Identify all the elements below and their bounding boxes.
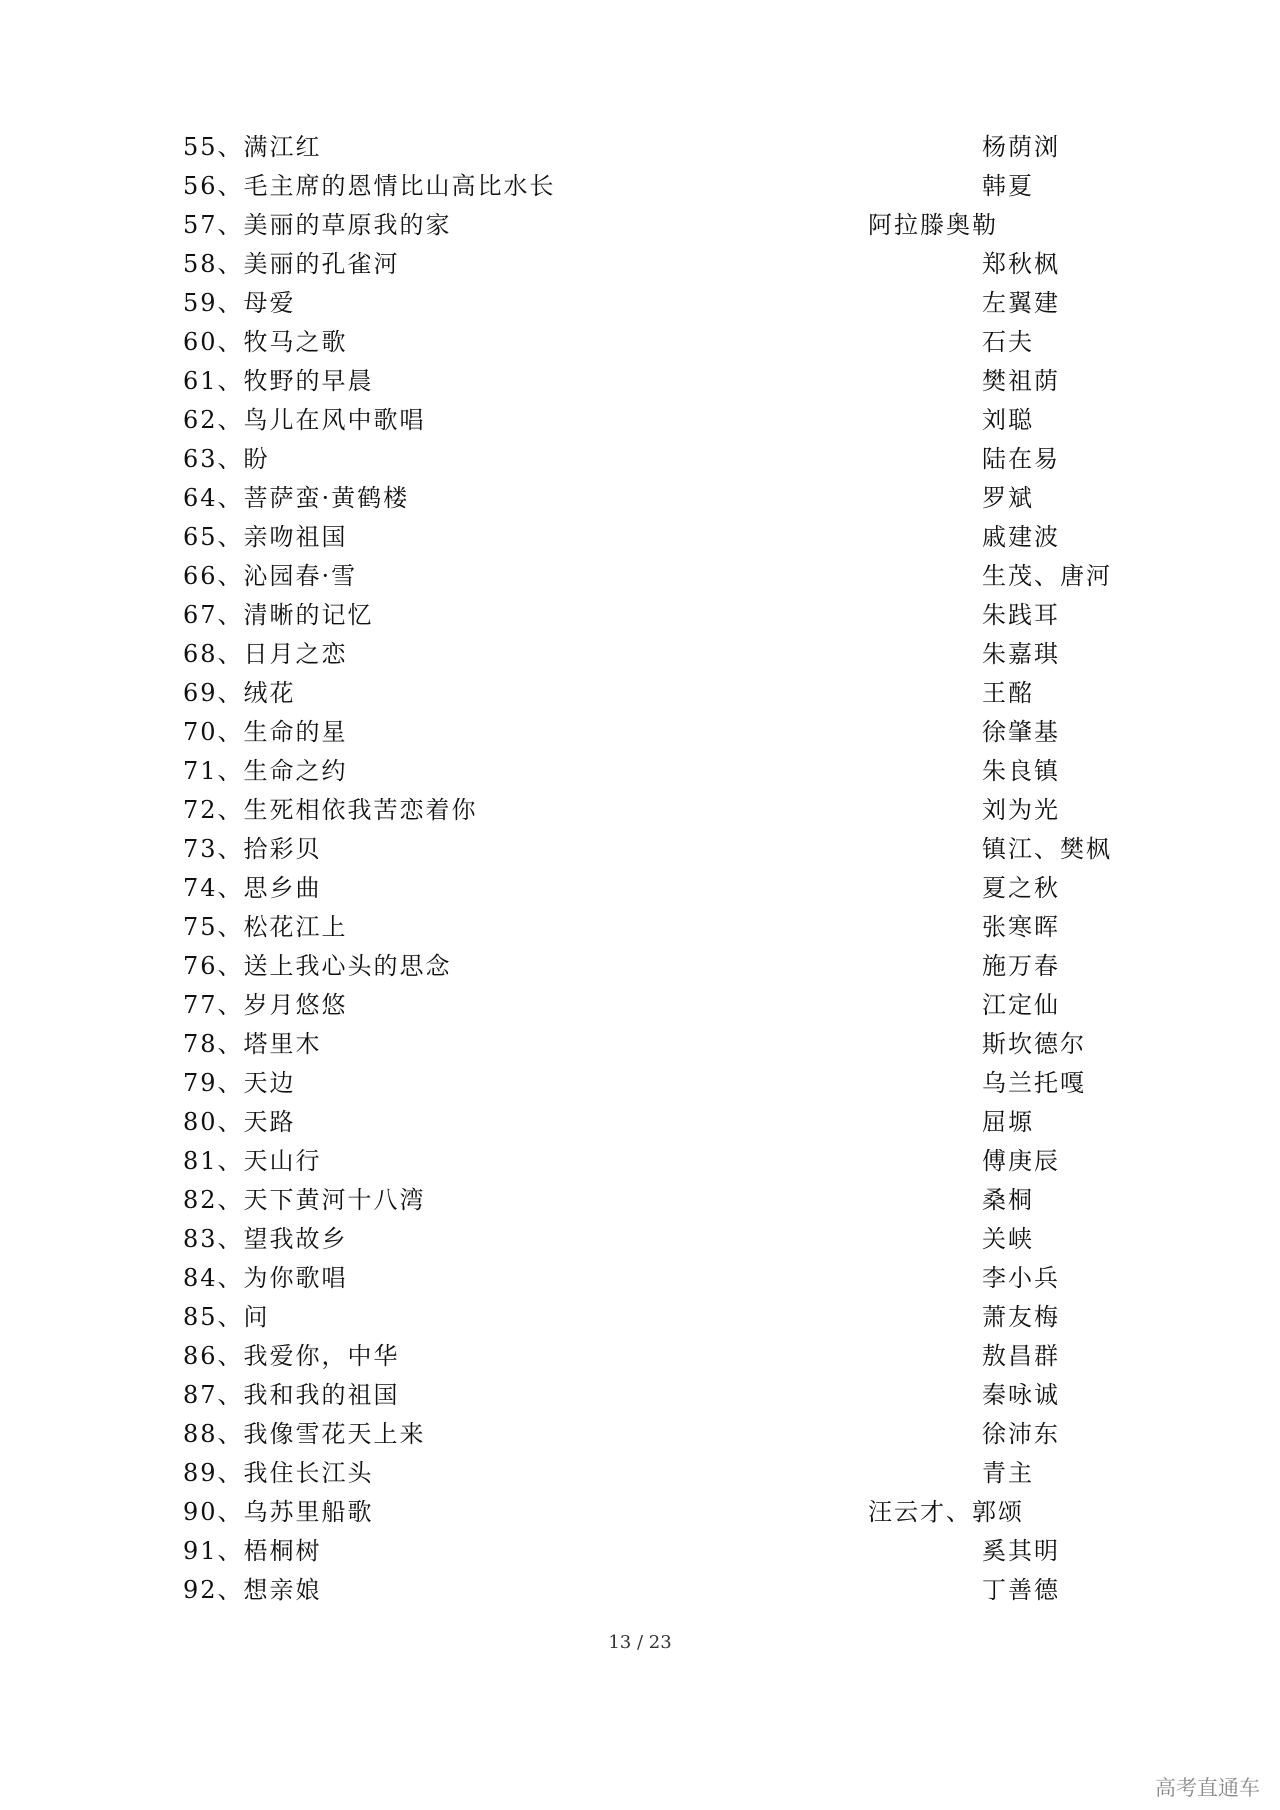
list-item <box>0 713 1280 752</box>
composer-name: 生茂、唐河 <box>982 562 1112 590</box>
item-number: 65、 <box>183 523 244 551</box>
list-item <box>0 1103 1280 1142</box>
song-title-text: 我像雪花天上来 <box>243 1420 426 1448</box>
song-title <box>183 596 374 635</box>
song-title-text: 天山行 <box>243 1147 322 1175</box>
composer-name: 夏之秋 <box>982 874 1060 902</box>
song-title-text: 思乡曲 <box>243 874 322 902</box>
composer-name: 陆在易 <box>982 445 1060 473</box>
song-title <box>183 791 478 830</box>
list-item <box>0 440 1280 479</box>
song-title <box>183 401 426 440</box>
item-number: 57、 <box>183 211 244 239</box>
list-item <box>0 128 1280 167</box>
composer-name: 屈塬 <box>982 1108 1034 1136</box>
list-item <box>0 908 1280 947</box>
list-item <box>0 1571 1280 1610</box>
item-number: 76、 <box>183 952 244 980</box>
song-title <box>183 284 296 323</box>
song-title <box>183 1142 322 1181</box>
song-title-text: 沁园春·雪 <box>243 562 358 590</box>
song-title-text: 梧桐树 <box>243 1537 322 1565</box>
song-title <box>183 713 348 752</box>
list-item <box>0 947 1280 986</box>
composer-name: 左翼建 <box>982 289 1060 317</box>
composer-name: 朱嘉琪 <box>982 640 1060 668</box>
song-title-text: 盼 <box>243 445 270 473</box>
list-item <box>0 323 1280 362</box>
song-title-text: 菩萨蛮·黄鹤楼 <box>243 484 410 512</box>
item-number: 89、 <box>183 1459 244 1487</box>
composer-name: 韩夏 <box>982 172 1034 200</box>
song-title-text: 绒花 <box>243 679 296 707</box>
song-title-text: 生命的星 <box>243 718 348 746</box>
song-title <box>183 1025 322 1064</box>
item-number: 69、 <box>183 679 244 707</box>
song-title <box>183 1181 426 1220</box>
song-title <box>183 869 322 908</box>
composer-name: 樊祖荫 <box>982 367 1060 395</box>
list-item <box>0 557 1280 596</box>
list-item <box>0 1298 1280 1337</box>
song-title-text: 天路 <box>243 1108 296 1136</box>
song-title <box>183 1454 374 1493</box>
song-title-text: 岁月悠悠 <box>243 991 348 1019</box>
song-title <box>183 323 348 362</box>
song-title-text: 塔里木 <box>243 1030 322 1058</box>
item-number: 72、 <box>183 796 244 824</box>
composer-name: 王酩 <box>982 679 1034 707</box>
song-title <box>183 1493 374 1532</box>
song-title <box>183 1532 322 1571</box>
song-title-text: 乌苏里船歌 <box>243 1498 374 1526</box>
list-item <box>0 401 1280 440</box>
item-number: 82、 <box>183 1186 244 1214</box>
song-title <box>183 245 400 284</box>
song-title <box>183 557 357 596</box>
item-number: 70、 <box>183 718 244 746</box>
item-number: 79、 <box>183 1069 244 1097</box>
item-number: 63、 <box>183 445 244 473</box>
song-title <box>183 635 348 674</box>
item-number: 67、 <box>183 601 244 629</box>
song-title-text: 送上我心头的思念 <box>243 952 452 980</box>
song-title-text: 松花江上 <box>243 913 348 941</box>
item-number: 87、 <box>183 1381 244 1409</box>
item-number: 73、 <box>183 835 244 863</box>
list-item <box>0 1415 1280 1454</box>
list-item <box>0 206 1280 245</box>
item-number: 92、 <box>183 1576 244 1604</box>
composer-name: 徐沛东 <box>982 1420 1060 1448</box>
song-title-text: 天下黄河十八湾 <box>243 1186 426 1214</box>
item-number: 68、 <box>183 640 244 668</box>
list-item <box>0 362 1280 401</box>
song-title <box>183 1571 322 1610</box>
song-title <box>183 1103 296 1142</box>
song-title-text: 我和我的祖国 <box>243 1381 400 1409</box>
song-title-text: 满江红 <box>243 133 322 161</box>
song-title <box>183 1064 296 1103</box>
list-item <box>0 1142 1280 1181</box>
composer-name: 汪云才、郭颂 <box>868 1498 1024 1526</box>
composer-name: 刘聪 <box>982 406 1034 434</box>
song-title <box>183 1298 270 1337</box>
list-item <box>0 596 1280 635</box>
composer-name: 朱良镇 <box>982 757 1060 785</box>
song-title <box>183 206 452 245</box>
song-title <box>183 1337 400 1376</box>
composer-name: 石夫 <box>982 328 1034 356</box>
composer-name: 丁善德 <box>982 1576 1060 1604</box>
item-number: 55、 <box>183 133 244 161</box>
list-item <box>0 752 1280 791</box>
item-number: 81、 <box>183 1147 244 1175</box>
composer-name: 张寒晖 <box>982 913 1060 941</box>
song-title <box>183 1259 348 1298</box>
list-item <box>0 245 1280 284</box>
song-title-text: 我住长江头 <box>243 1459 374 1487</box>
song-title <box>183 947 452 986</box>
song-title-text: 望我故乡 <box>243 1225 348 1253</box>
song-title <box>183 479 409 518</box>
list-item <box>0 479 1280 518</box>
item-number: 84、 <box>183 1264 244 1292</box>
list-item <box>0 635 1280 674</box>
item-number: 59、 <box>183 289 244 317</box>
song-title <box>183 518 348 557</box>
list-item <box>0 284 1280 323</box>
item-number: 80、 <box>183 1108 244 1136</box>
item-number: 58、 <box>183 250 244 278</box>
list-item <box>0 674 1280 713</box>
song-title <box>183 1220 348 1259</box>
composer-name: 敖昌群 <box>982 1342 1060 1370</box>
composer-name: 关峡 <box>982 1225 1034 1253</box>
list-item <box>0 869 1280 908</box>
song-title-text: 亲吻祖国 <box>243 523 348 551</box>
song-title <box>183 167 556 206</box>
composer-name: 郑秋枫 <box>982 250 1060 278</box>
song-title <box>183 128 322 167</box>
list-item <box>0 1220 1280 1259</box>
list-item <box>0 830 1280 869</box>
song-title <box>183 752 348 791</box>
list-item <box>0 1181 1280 1220</box>
song-list <box>0 128 1280 1610</box>
song-title-text: 牧马之歌 <box>243 328 348 356</box>
composer-name: 江定仙 <box>982 991 1060 1019</box>
song-title-text: 毛主席的恩情比山高比水长 <box>243 172 556 200</box>
list-item <box>0 167 1280 206</box>
song-title <box>183 440 270 479</box>
song-title-text: 问 <box>243 1303 270 1331</box>
item-number: 78、 <box>183 1030 244 1058</box>
item-number: 90、 <box>183 1498 244 1526</box>
list-item <box>0 1025 1280 1064</box>
song-title <box>183 1415 426 1454</box>
list-item <box>0 986 1280 1025</box>
composer-name: 秦咏诚 <box>982 1381 1060 1409</box>
composer-name: 阿拉滕奥勒 <box>868 211 998 239</box>
item-number: 62、 <box>183 406 244 434</box>
list-item <box>0 1532 1280 1571</box>
composer-name: 施万春 <box>982 952 1060 980</box>
song-title-text: 想亲娘 <box>243 1576 322 1604</box>
composer-name: 青主 <box>982 1459 1034 1487</box>
item-number: 85、 <box>183 1303 244 1331</box>
song-title <box>183 674 296 713</box>
song-title <box>183 908 348 947</box>
song-title-text: 美丽的孔雀河 <box>243 250 400 278</box>
song-title-text: 清晰的记忆 <box>243 601 374 629</box>
composer-name: 奚其明 <box>982 1537 1060 1565</box>
list-item <box>0 791 1280 830</box>
song-title <box>183 362 374 401</box>
list-item <box>0 1259 1280 1298</box>
item-number: 77、 <box>183 991 244 1019</box>
watermark-text: 高考直通车 <box>1155 1776 1260 1800</box>
song-title-text: 为你歌唱 <box>243 1264 348 1292</box>
song-title <box>183 830 322 869</box>
list-item <box>0 1493 1280 1532</box>
song-title-text: 天边 <box>243 1069 296 1097</box>
item-number: 74、 <box>183 874 244 902</box>
item-number: 75、 <box>183 913 244 941</box>
composer-name: 李小兵 <box>982 1264 1060 1292</box>
item-number: 86、 <box>183 1342 244 1370</box>
page-number: 13 / 23 <box>608 1632 672 1653</box>
composer-name: 镇江、樊枫 <box>982 835 1112 863</box>
song-title-text: 我爱你，中华 <box>243 1342 400 1370</box>
item-number: 64、 <box>183 484 244 512</box>
composer-name: 傅庚辰 <box>982 1147 1060 1175</box>
composer-name: 斯坎德尔 <box>982 1030 1086 1058</box>
composer-name: 萧友梅 <box>982 1303 1060 1331</box>
composer-name: 罗斌 <box>982 484 1034 512</box>
song-title-text: 美丽的草原我的家 <box>243 211 452 239</box>
song-title-text: 生命之约 <box>243 757 348 785</box>
song-title-text: 鸟儿在风中歌唱 <box>243 406 426 434</box>
item-number: 56、 <box>183 172 244 200</box>
composer-name: 朱践耳 <box>982 601 1060 629</box>
song-title-text: 日月之恋 <box>243 640 348 668</box>
item-number: 88、 <box>183 1420 244 1448</box>
item-number: 83、 <box>183 1225 244 1253</box>
item-number: 61、 <box>183 367 244 395</box>
composer-name: 乌兰托嘎 <box>982 1069 1086 1097</box>
song-title-text: 拾彩贝 <box>243 835 322 863</box>
item-number: 91、 <box>183 1537 244 1565</box>
list-item <box>0 1064 1280 1103</box>
composer-name: 杨荫浏 <box>982 133 1060 161</box>
list-item <box>0 518 1280 557</box>
list-item <box>0 1376 1280 1415</box>
song-title <box>183 986 348 1025</box>
item-number: 60、 <box>183 328 244 356</box>
composer-name: 戚建波 <box>982 523 1060 551</box>
song-title-text: 牧野的早晨 <box>243 367 374 395</box>
composer-name: 徐肇基 <box>982 718 1060 746</box>
song-title-text: 生死相依我苦恋着你 <box>243 796 478 824</box>
song-title <box>183 1376 400 1415</box>
composer-name: 桑桐 <box>982 1186 1034 1214</box>
item-number: 71、 <box>183 757 244 785</box>
item-number: 66、 <box>183 562 244 590</box>
list-item <box>0 1454 1280 1493</box>
song-title-text: 母爱 <box>243 289 296 317</box>
list-item <box>0 1337 1280 1376</box>
composer-name: 刘为光 <box>982 796 1060 824</box>
